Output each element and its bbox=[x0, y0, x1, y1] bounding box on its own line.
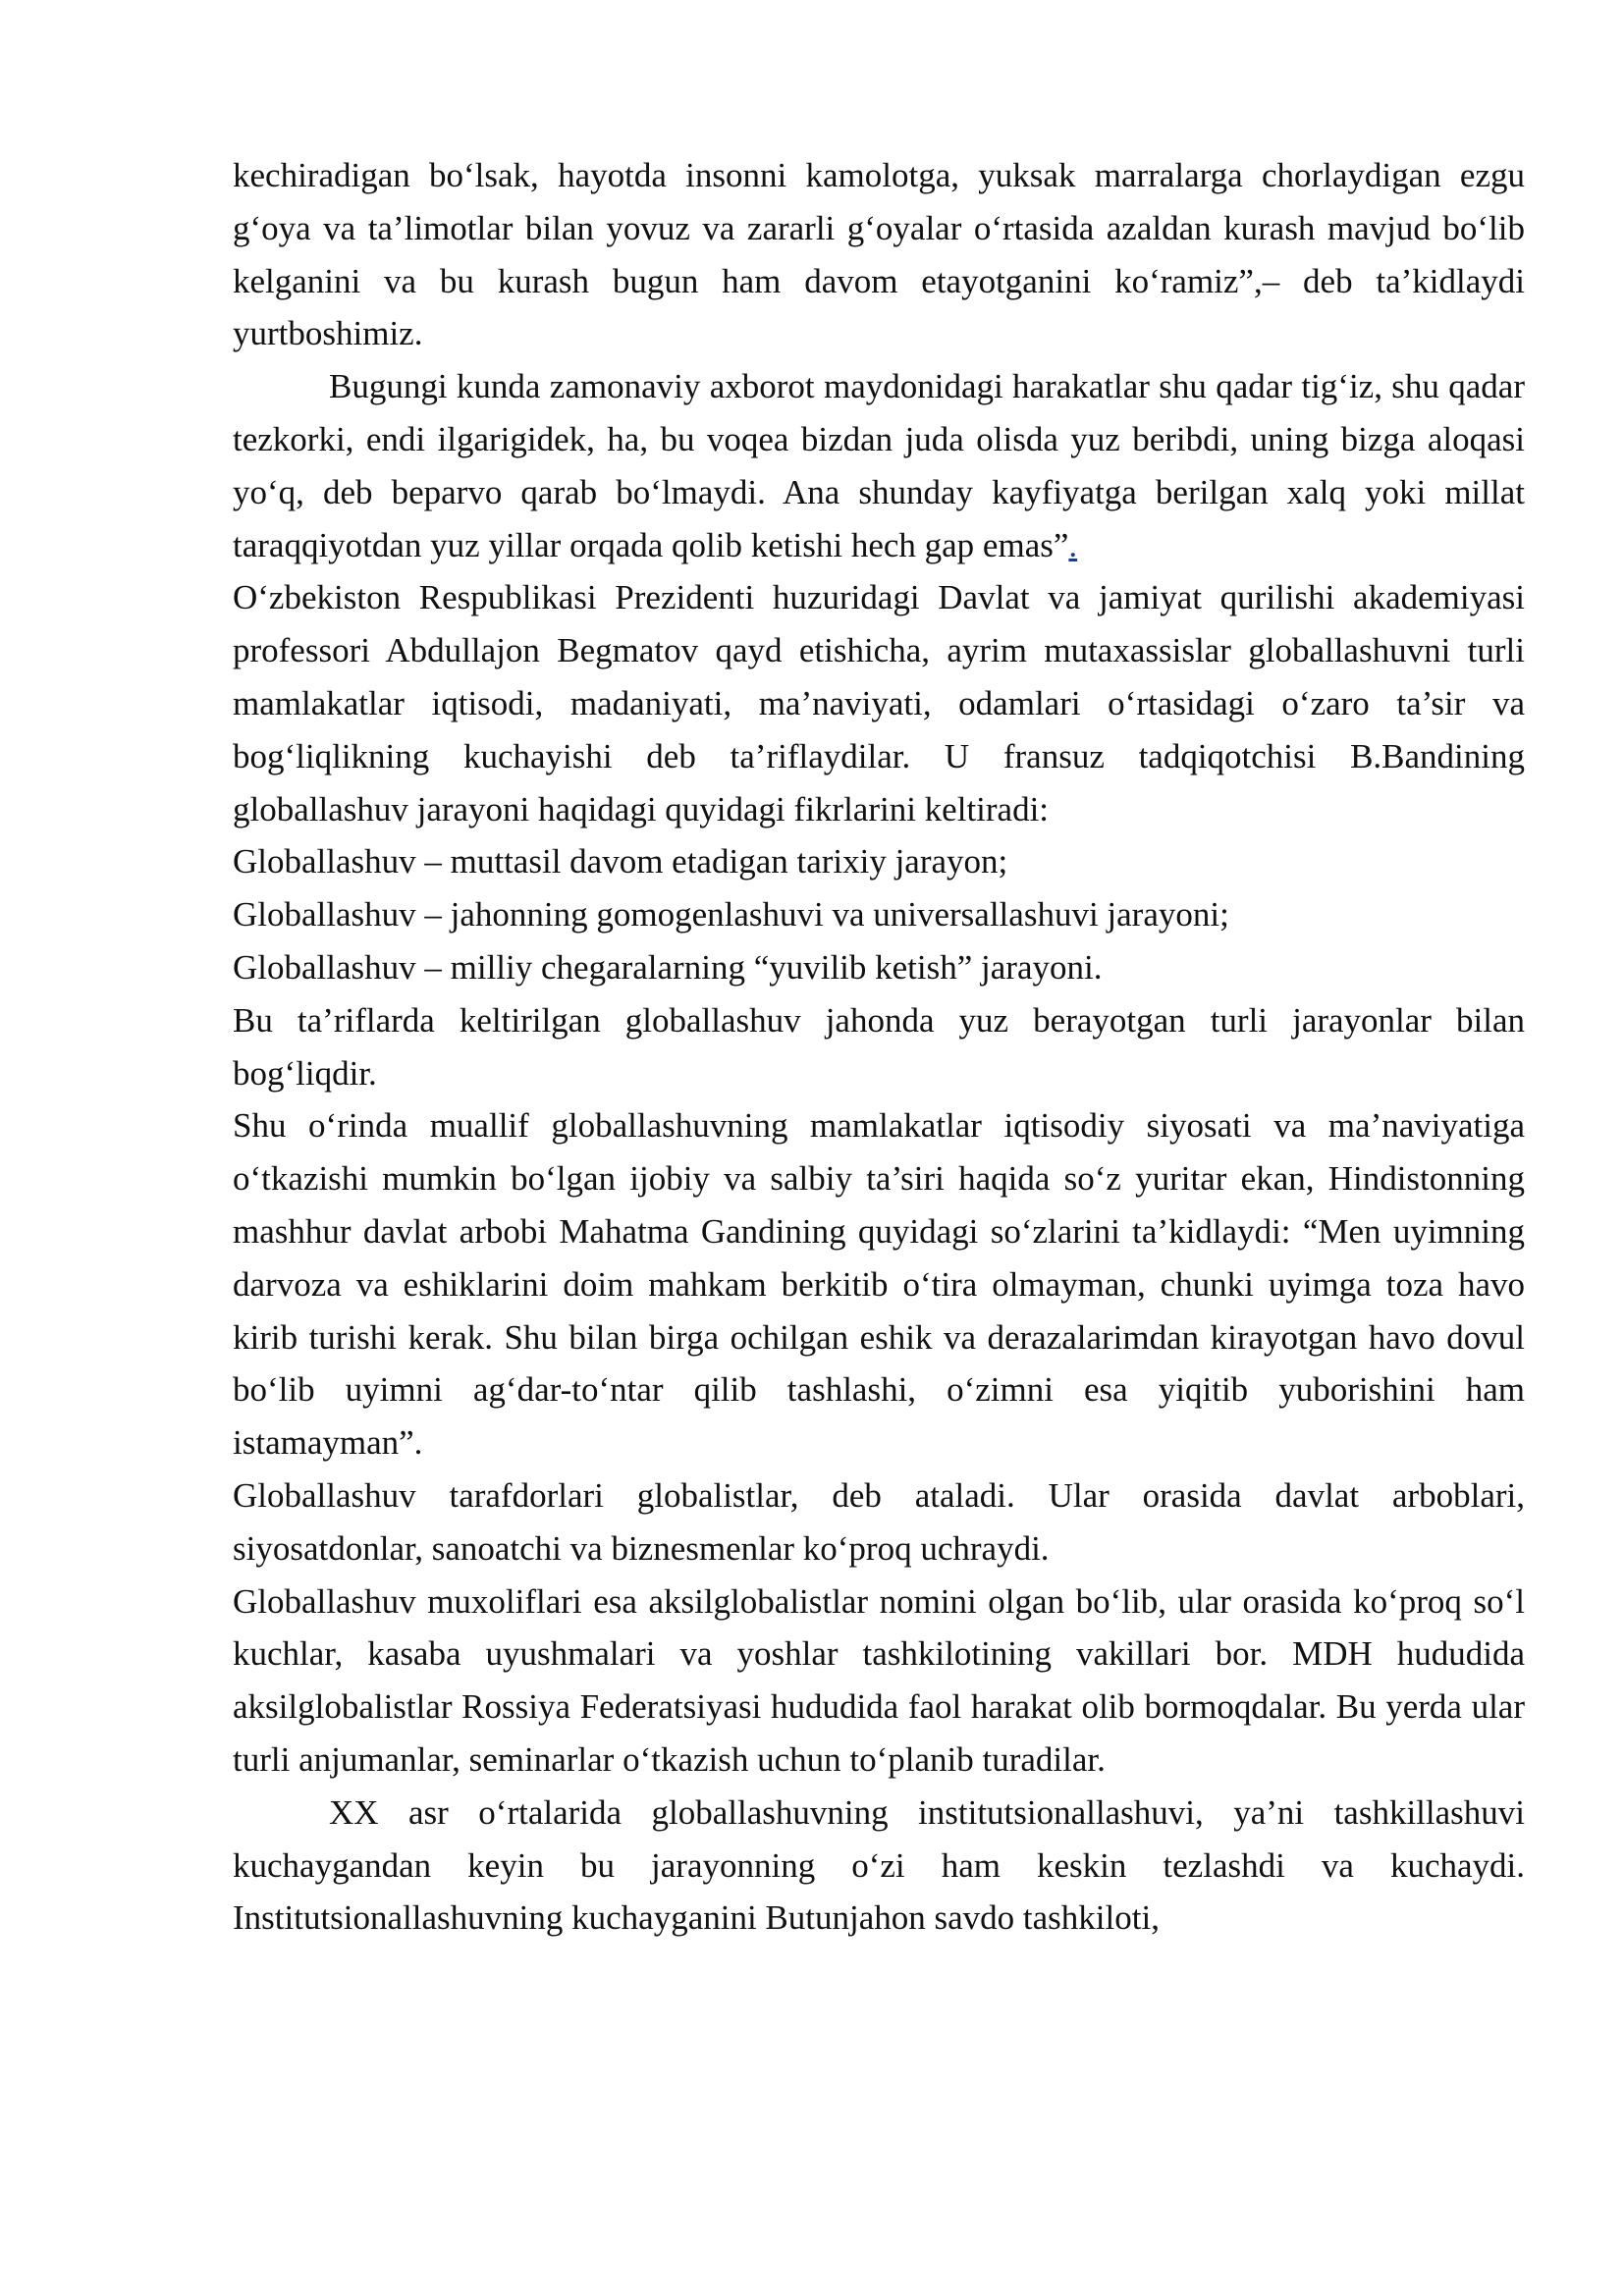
document-page bbox=[233, 149, 1525, 1945]
paragraph-2 bbox=[233, 360, 1525, 571]
definition-line-1: Globallashuv – muttasil davom etadigan tarixiy jarayon; bbox=[233, 842, 1008, 881]
paragraph-2-text: Bugungi kunda zamonaviy axborot maydonidagi harakatlar shu qadar tig‘iz, shu qadar tezkorki, endi ilgarigidek, ha, bu voqea bizdan juda olisda yuz beribdi, uning bizga aloqasi yo‘q, deb beparvo qarab bo‘lmaydi. Ana shunday kayfiyatga berilgan xalq yoki millat taraqqiyotdan yuz yillar orqada qolib ketishi hech gap emas” bbox=[233, 367, 1525, 564]
definition-line-2: Globallashuv – jahonning gomogenlashuvi va universallashuvi jarayoni; bbox=[233, 895, 1229, 934]
paragraph-1: kechiradigan bo‘lsak, hayotda insonni kamolotga, yuksak marralarga chorlaydigan ezgu g‘oya va ta’limotlar bilan yovuz va zararli g‘oyalar o‘rtasida azaldan kurash mavjud bo‘lib kelganini va bu kurash bugun ham davom etayotganini ko‘ramiz”,– deb ta’kidlaydi yurtboshimiz. bbox=[233, 156, 1525, 353]
paragraph-9: Globallashuv tarafdorlari globalistlar, deb ataladi. Ular orasida davlat arboblari, siyosatdonlar, sanoatchi va biznesmenlar ko‘proq uchraydi. bbox=[233, 1475, 1525, 1568]
definition-line-3: Globallashuv – milliy chegaralarning “yuvilib ketish” jarayoni. bbox=[233, 947, 1103, 987]
paragraph-8: Shu o‘rinda muallif globallashuvning mamlakatlar iqtisodiy siyosati va ma’naviyatiga o‘tkazishi mumkin bo‘lgan ijobiy va salbiy ta’siri haqida so‘z yuritar ekan, Hindistonning mashhur davlat arbobi Mahatma Gandining quyidagi so‘zlarini ta’kidlaydi: “Men uyimning darvoza va eshiklarini doim mahkam berkitib o‘tira olmayman, chunki uyimga toza havo kirib turishi kerak. Shu bilan birga ochilgan eshik va derazalarimdan kirayotgan havo dovul bo‘lib uyimni ag‘dar-to‘ntar qilib tashlashi, o‘zimni esa yiqitib yuborishini ham istamayman”. bbox=[233, 1106, 1525, 1463]
paragraph-11: XX asr o‘rtalarida globallashuvning institutsionallashuvi, ya’ni tashkillashuvi kuchaygandan keyin bu jarayonning o‘zi ham keskin tezlashdi va kuchaydi. Institutsionallashuvning kuchayganini Butunjahon savdo tashkiloti, bbox=[233, 1792, 1525, 1938]
paragraph-10: Globallashuv muxoliflari esa aksilglobalistlar nomini olgan bo‘lib, ular orasida ko‘proq so‘l kuchlar, kasaba uyushmalari va yoshlar tashkilotining vakillari bor. MDH hududida aksilglobalistlar Rossiya Federatsiyasi hududida faol harakat olib bormoqdalar. Bu yerda ular turli anjumanlar, seminarlar o‘tkazish uchun to‘planib turadilar. bbox=[233, 1581, 1525, 1779]
footnote-link[interactable]: . bbox=[1068, 525, 1078, 564]
paragraph-7: Bu ta’riflarda keltirilgan globallashuv jahonda yuz berayotgan turli jarayonlar bilan bog‘liqdir. bbox=[233, 1000, 1525, 1093]
paragraph-3: O‘zbekiston Respublikasi Prezidenti huzuridagi Davlat va jamiyat qurilishi akademiyasi professori Abdullajon Begmatov qayd etishicha, ayrim mutaxassislar globallashuvni turli mamlakatlar iqtisodi, madaniyati, ma’naviyati, odamlari o‘rtasidagi o‘zaro ta’sir va bog‘liqlikning kuchayishi deb ta’riflaydilar. U fransuz tadqiqotchisi B.Bandining globallashuv jarayoni haqidagi quyidagi fikrlarini keltiradi: bbox=[233, 578, 1525, 828]
